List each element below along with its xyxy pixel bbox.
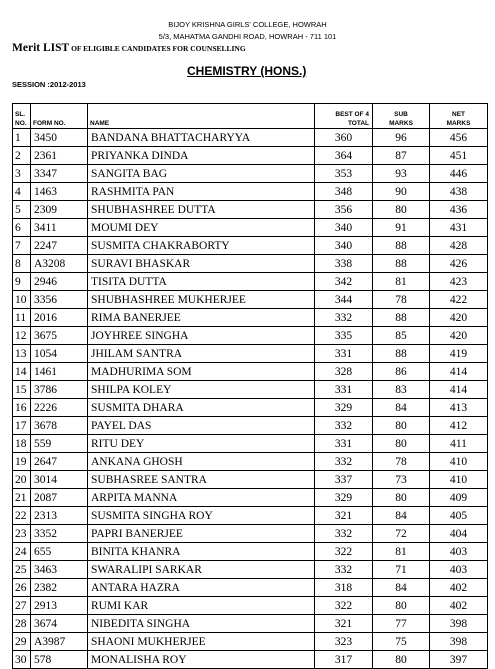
merit-table <box>12 103 488 669</box>
cell-best-total: 332 <box>315 309 373 327</box>
cell-form-no: 3786 <box>31 381 88 399</box>
cell-sl: 17 <box>13 417 31 435</box>
table-row <box>13 525 488 543</box>
cell-name: SHUBHASHREE DUTTA <box>88 201 315 219</box>
cell-form-no: A3208 <box>31 255 88 273</box>
cell-sl: 26 <box>13 579 31 597</box>
cell-sl: 28 <box>13 615 31 633</box>
cell-sl: 19 <box>13 453 31 471</box>
cell-best-total: 335 <box>315 327 373 345</box>
cell-form-no: A3987 <box>31 633 88 651</box>
cell-sub-marks: 88 <box>373 345 430 363</box>
cell-net-marks: 428 <box>430 237 488 255</box>
subject-title: CHEMISTRY (HONS.) <box>187 64 307 78</box>
col-header-form: FORM NO. <box>31 104 88 129</box>
cell-best-total: 321 <box>315 507 373 525</box>
cell-sub-marks: 81 <box>373 543 430 561</box>
col-header-sub: SUB MARKS <box>373 104 430 129</box>
cell-sub-marks: 90 <box>373 183 430 201</box>
cell-sl: 23 <box>13 525 31 543</box>
cell-form-no: 3014 <box>31 471 88 489</box>
cell-net-marks: 420 <box>430 327 488 345</box>
cell-sl: 2 <box>13 147 31 165</box>
cell-sub-marks: 87 <box>373 147 430 165</box>
cell-name: BANDANA BHATTACHARYYA <box>88 129 315 147</box>
cell-form-no: 3356 <box>31 291 88 309</box>
cell-net-marks: 404 <box>430 525 488 543</box>
table-row <box>13 219 488 237</box>
cell-form-no: 3674 <box>31 615 88 633</box>
cell-sl: 11 <box>13 309 31 327</box>
cell-net-marks: 411 <box>430 435 488 453</box>
cell-form-no: 2913 <box>31 597 88 615</box>
cell-best-total: 344 <box>315 291 373 309</box>
cell-sub-marks: 77 <box>373 615 430 633</box>
cell-name: TISITA DUTTA <box>88 273 315 291</box>
cell-sub-marks: 80 <box>373 489 430 507</box>
cell-sub-marks: 88 <box>373 255 430 273</box>
table-row <box>13 291 488 309</box>
cell-net-marks: 420 <box>430 309 488 327</box>
table-row <box>13 147 488 165</box>
col-header-net: NET MARKS <box>430 104 488 129</box>
college-address: 5/3, MAHATMA GANDHI ROAD, HOWRAH - 711 101 <box>158 32 337 41</box>
cell-form-no: 2087 <box>31 489 88 507</box>
cell-sub-marks: 80 <box>373 435 430 453</box>
cell-sub-marks: 80 <box>373 417 430 435</box>
cell-best-total: 338 <box>315 255 373 273</box>
cell-form-no: 2382 <box>31 579 88 597</box>
cell-sl: 1 <box>13 129 31 147</box>
table-row <box>13 471 488 489</box>
cell-net-marks: 446 <box>430 165 488 183</box>
cell-net-marks: 398 <box>430 615 488 633</box>
cell-form-no: 3678 <box>31 417 88 435</box>
table-row <box>13 345 488 363</box>
cell-name: ANTARA HAZRA <box>88 579 315 597</box>
cell-net-marks: 414 <box>430 363 488 381</box>
cell-sl: 16 <box>13 399 31 417</box>
cell-form-no: 3675 <box>31 327 88 345</box>
cell-best-total: 337 <box>315 471 373 489</box>
cell-best-total: 342 <box>315 273 373 291</box>
cell-sub-marks: 86 <box>373 363 430 381</box>
cell-name: BINITA KHANRA <box>88 543 315 561</box>
cell-sub-marks: 80 <box>373 201 430 219</box>
cell-net-marks: 397 <box>430 651 488 669</box>
cell-sl: 12 <box>13 327 31 345</box>
cell-net-marks: 403 <box>430 543 488 561</box>
table-header-row <box>13 104 488 129</box>
cell-net-marks: 422 <box>430 291 488 309</box>
cell-name: RUMI KAR <box>88 597 315 615</box>
cell-best-total: 332 <box>315 561 373 579</box>
table-row <box>13 651 488 669</box>
college-name: BIJOY KRISHNA GIRLS' COLLEGE, HOWRAH <box>168 20 327 29</box>
cell-sub-marks: 88 <box>373 237 430 255</box>
cell-net-marks: 419 <box>430 345 488 363</box>
cell-form-no: 2361 <box>31 147 88 165</box>
cell-sl: 18 <box>13 435 31 453</box>
cell-name: MONALISHA ROY <box>88 651 315 669</box>
merit-list-title <box>12 42 246 54</box>
table-row <box>13 561 488 579</box>
cell-form-no: 578 <box>31 651 88 669</box>
cell-best-total: 329 <box>315 489 373 507</box>
cell-form-no: 655 <box>31 543 88 561</box>
cell-form-no: 2016 <box>31 309 88 327</box>
cell-name: SURAVI BHASKAR <box>88 255 315 273</box>
cell-best-total: 360 <box>315 129 373 147</box>
cell-best-total: 340 <box>315 237 373 255</box>
merit-list-heading: Merit LIST <box>12 42 70 54</box>
cell-form-no: 3450 <box>31 129 88 147</box>
cell-form-no: 2946 <box>31 273 88 291</box>
cell-net-marks: 410 <box>430 453 488 471</box>
cell-sl: 3 <box>13 165 31 183</box>
table-row <box>13 165 488 183</box>
cell-sub-marks: 80 <box>373 597 430 615</box>
cell-name: ARPITA MANNA <box>88 489 315 507</box>
cell-net-marks: 451 <box>430 147 488 165</box>
cell-sl: 8 <box>13 255 31 273</box>
cell-net-marks: 398 <box>430 633 488 651</box>
table-row <box>13 201 488 219</box>
table-row <box>13 327 488 345</box>
cell-sub-marks: 72 <box>373 525 430 543</box>
cell-sl: 4 <box>13 183 31 201</box>
cell-form-no: 2313 <box>31 507 88 525</box>
cell-sub-marks: 80 <box>373 651 430 669</box>
cell-name: SHAONI MUKHERJEE <box>88 633 315 651</box>
cell-best-total: 317 <box>315 651 373 669</box>
cell-sub-marks: 71 <box>373 561 430 579</box>
cell-best-total: 340 <box>315 219 373 237</box>
cell-best-total: 322 <box>315 543 373 561</box>
cell-sl: 30 <box>13 651 31 669</box>
cell-name: MADHURIMA SOM <box>88 363 315 381</box>
cell-form-no: 2226 <box>31 399 88 417</box>
col-header-name: NAME <box>88 104 315 129</box>
cell-sub-marks: 78 <box>373 453 430 471</box>
cell-best-total: 322 <box>315 597 373 615</box>
table-row <box>13 507 488 525</box>
cell-net-marks: 403 <box>430 561 488 579</box>
cell-sl: 22 <box>13 507 31 525</box>
cell-name: RITU DEY <box>88 435 315 453</box>
cell-name: SHILPA KOLEY <box>88 381 315 399</box>
cell-name: PRIYANKA DINDA <box>88 147 315 165</box>
cell-net-marks: 423 <box>430 273 488 291</box>
table-row <box>13 579 488 597</box>
cell-best-total: 329 <box>315 399 373 417</box>
table-row <box>13 543 488 561</box>
table-row <box>13 381 488 399</box>
cell-name: NIBEDITA SINGHA <box>88 615 315 633</box>
cell-sl: 9 <box>13 273 31 291</box>
table-row <box>13 435 488 453</box>
cell-sl: 25 <box>13 561 31 579</box>
cell-net-marks: 456 <box>430 129 488 147</box>
cell-net-marks: 431 <box>430 219 488 237</box>
cell-net-marks: 409 <box>430 489 488 507</box>
cell-name: SUBHASREE SANTRA <box>88 471 315 489</box>
cell-sl: 20 <box>13 471 31 489</box>
cell-form-no: 559 <box>31 435 88 453</box>
cell-best-total: 356 <box>315 201 373 219</box>
cell-sub-marks: 88 <box>373 309 430 327</box>
cell-name: JOYHREE SINGHA <box>88 327 315 345</box>
table-row <box>13 363 488 381</box>
cell-form-no: 1054 <box>31 345 88 363</box>
cell-net-marks: 402 <box>430 579 488 597</box>
cell-sub-marks: 78 <box>373 291 430 309</box>
cell-sub-marks: 85 <box>373 327 430 345</box>
cell-sub-marks: 93 <box>373 165 430 183</box>
cell-net-marks: 438 <box>430 183 488 201</box>
table-row <box>13 453 488 471</box>
cell-name: SANGITA BAG <box>88 165 315 183</box>
cell-sl: 24 <box>13 543 31 561</box>
cell-best-total: 321 <box>315 615 373 633</box>
cell-form-no: 2309 <box>31 201 88 219</box>
table-row <box>13 183 488 201</box>
table-row <box>13 309 488 327</box>
cell-best-total: 331 <box>315 345 373 363</box>
cell-sub-marks: 91 <box>373 219 430 237</box>
cell-name: PAYEL DAS <box>88 417 315 435</box>
table-row <box>13 273 488 291</box>
cell-form-no: 1463 <box>31 183 88 201</box>
cell-net-marks: 410 <box>430 471 488 489</box>
cell-name: JHILAM SANTRA <box>88 345 315 363</box>
table-row <box>13 129 488 147</box>
session-label: SESSION :2012-2013 <box>12 80 86 89</box>
cell-form-no: 2647 <box>31 453 88 471</box>
table-row <box>13 237 488 255</box>
cell-name: RASHMITA PAN <box>88 183 315 201</box>
cell-sl: 10 <box>13 291 31 309</box>
cell-best-total: 318 <box>315 579 373 597</box>
cell-name: SWARALIPI SARKAR <box>88 561 315 579</box>
table-row <box>13 633 488 651</box>
cell-net-marks: 414 <box>430 381 488 399</box>
table-row <box>13 417 488 435</box>
cell-sl: 21 <box>13 489 31 507</box>
cell-sub-marks: 73 <box>373 471 430 489</box>
col-header-sl: SL. NO. <box>13 104 31 129</box>
cell-net-marks: 402 <box>430 597 488 615</box>
cell-best-total: 353 <box>315 165 373 183</box>
cell-form-no: 3347 <box>31 165 88 183</box>
cell-sub-marks: 83 <box>373 381 430 399</box>
cell-name: SHUBHASHREE MUKHERJEE <box>88 291 315 309</box>
cell-best-total: 348 <box>315 183 373 201</box>
cell-sub-marks: 81 <box>373 273 430 291</box>
cell-sl: 7 <box>13 237 31 255</box>
cell-sub-marks: 84 <box>373 507 430 525</box>
cell-name: PAPRI BANERJEE <box>88 525 315 543</box>
merit-list-subheading: OF ELIGIBLE CANDIDATES FOR COUNSELLING <box>69 44 246 53</box>
cell-best-total: 332 <box>315 453 373 471</box>
cell-sl: 6 <box>13 219 31 237</box>
cell-sl: 15 <box>13 381 31 399</box>
table-row <box>13 489 488 507</box>
cell-net-marks: 405 <box>430 507 488 525</box>
cell-name: SUSMITA CHAKRABORTY <box>88 237 315 255</box>
cell-sub-marks: 84 <box>373 399 430 417</box>
cell-best-total: 332 <box>315 417 373 435</box>
cell-sub-marks: 96 <box>373 129 430 147</box>
cell-form-no: 3463 <box>31 561 88 579</box>
col-header-best: BEST OF 4 TOTAL <box>315 104 373 129</box>
cell-sub-marks: 84 <box>373 579 430 597</box>
cell-best-total: 323 <box>315 633 373 651</box>
cell-net-marks: 412 <box>430 417 488 435</box>
table-row <box>13 597 488 615</box>
cell-best-total: 331 <box>315 435 373 453</box>
cell-sl: 27 <box>13 597 31 615</box>
cell-form-no: 3352 <box>31 525 88 543</box>
cell-net-marks: 436 <box>430 201 488 219</box>
cell-sl: 5 <box>13 201 31 219</box>
cell-form-no: 1461 <box>31 363 88 381</box>
table-row <box>13 615 488 633</box>
cell-name: MOUMI DEY <box>88 219 315 237</box>
cell-sl: 29 <box>13 633 31 651</box>
cell-best-total: 331 <box>315 381 373 399</box>
cell-form-no: 2247 <box>31 237 88 255</box>
cell-name: SUSMITA SINGHA ROY <box>88 507 315 525</box>
table-row <box>13 399 488 417</box>
cell-name: SUSMITA DHARA <box>88 399 315 417</box>
cell-sub-marks: 75 <box>373 633 430 651</box>
cell-best-total: 328 <box>315 363 373 381</box>
cell-sl: 14 <box>13 363 31 381</box>
cell-best-total: 364 <box>315 147 373 165</box>
cell-net-marks: 413 <box>430 399 488 417</box>
cell-best-total: 332 <box>315 525 373 543</box>
table-row <box>13 255 488 273</box>
cell-name: ANKANA GHOSH <box>88 453 315 471</box>
cell-name: RIMA BANERJEE <box>88 309 315 327</box>
cell-sl: 13 <box>13 345 31 363</box>
cell-net-marks: 426 <box>430 255 488 273</box>
cell-form-no: 3411 <box>31 219 88 237</box>
